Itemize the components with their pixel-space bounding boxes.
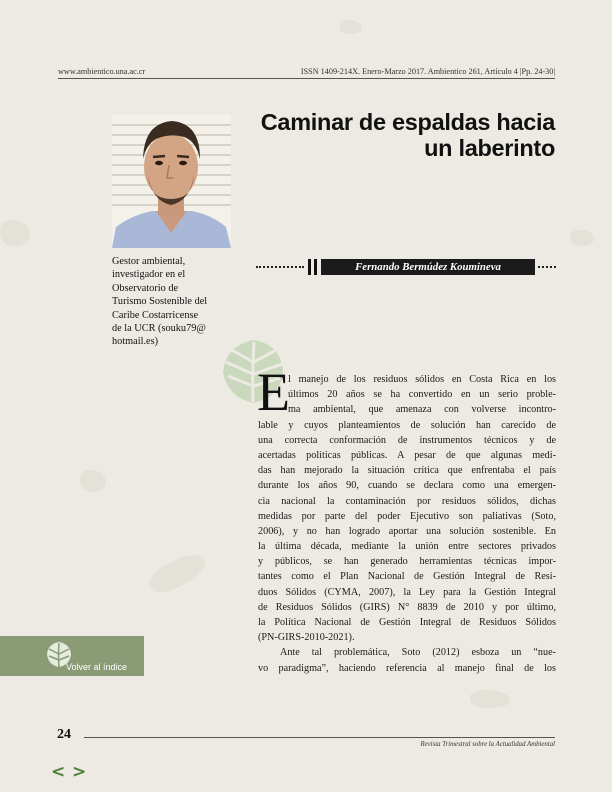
bio-line: Observatorio de (112, 282, 179, 294)
volver-indice-button[interactable] (0, 636, 144, 676)
body-line: y públicos, se han generado herramientas técnicas impor- (258, 556, 556, 568)
paper-fleck (80, 470, 106, 492)
bio-line: Gestor ambiental, (112, 256, 186, 267)
author-byline (256, 258, 556, 276)
body-line: acertadas políticas públicas. A pesar de que algunas medi- (258, 449, 556, 461)
paper-fleck (470, 690, 510, 708)
bio-line: Turismo Sostenible del (112, 296, 208, 308)
byline-bars (308, 259, 319, 275)
byline-dots-left (256, 266, 304, 268)
chevron-left-icon[interactable]: < (51, 762, 66, 782)
author-portrait-illustration (112, 115, 231, 248)
bio-line: investigador en el (112, 269, 186, 281)
body-line: de Residuos Sólidos (GIRS) N° 8839 de 2010 y por último, (258, 601, 556, 613)
body-line: cia nacional la contaminación por residuos sólidos, dichas (258, 495, 556, 507)
body-line: la Política Nacional de Gestión Integral de Residuos Sólidos (258, 617, 556, 628)
body-line: Ante tal problemática, Soto (2012) esboza un “nue- (280, 647, 556, 659)
bio-line: de la UCR (souku79@ (112, 323, 206, 335)
page-number: 24 (57, 727, 71, 742)
body-line: l manejo de los residuos sólidos en Costa Rica en los (288, 374, 556, 385)
paper-fleck (570, 230, 594, 246)
body-line: vo paradigma”, haciendo referencia al manejo final de los (258, 662, 556, 674)
body-line: medidas por parte del poder Ejecutivo son paliativas (Soto, (258, 510, 556, 522)
header-divider (58, 78, 555, 79)
body-line: (PN-GIRS-2010-2021). (258, 632, 355, 644)
bio-line: Caribe Costarricense (112, 309, 199, 321)
body-line: duos Sólidos (CYMA, 2007), la Ley para la Gestión Integral (258, 586, 556, 598)
body-line: últimos 20 años se ha convertido en un serio proble- (288, 389, 556, 401)
body-line: ma ambiental, que amenaza con volverse incontro- (288, 404, 556, 416)
paper-fleck (146, 547, 211, 600)
paper-fleck (340, 20, 362, 34)
footer-divider (84, 737, 555, 738)
chevron-right-icon[interactable]: > (72, 762, 87, 782)
article-body (258, 372, 556, 676)
header-website[interactable]: www.ambientico.una.ac.cr (58, 67, 146, 76)
body-line: lable y cuyos planteamientos de solución han carecido de (258, 419, 556, 431)
body-line: tantes como el Plan Nacional de Gestión Integral de Resi- (258, 571, 556, 583)
drop-cap: E (257, 362, 290, 422)
paper-fleck (0, 220, 30, 246)
footer-journal-name: Revista Trimestral sobre la Actualidad Ambiental (420, 741, 555, 748)
author-bio (112, 255, 242, 349)
author-photo (112, 115, 231, 248)
header-citation: ISSN 1409-214X. Enero-Marzo 2017. Ambientico 261, Artículo 4 |Pp. 24-30| (300, 67, 555, 76)
body-line: 2006), y no han logrado aportar una solución sostenible. En (258, 525, 556, 537)
bio-line: hotmail.es) (112, 336, 159, 348)
article-title (235, 110, 555, 161)
title-line-2: un laberinto (424, 134, 555, 161)
title-line-1: Caminar de espaldas hacia (260, 109, 555, 135)
author-name: Fernando Bermúdez Koumineva (321, 259, 535, 275)
body-line: das han mejorado la situación crítica que enfrentaba el país (258, 465, 556, 477)
body-line: durante los años 90, cuando se declara como una emergen- (258, 480, 556, 492)
volver-indice-label: Volver al índice (66, 662, 128, 672)
body-line: la última década, mediante la unión entre sectores privados (258, 541, 556, 553)
body-line: una correcta conformación de instrumentos técnicos y de (258, 434, 556, 446)
byline-dots-right (538, 266, 556, 268)
